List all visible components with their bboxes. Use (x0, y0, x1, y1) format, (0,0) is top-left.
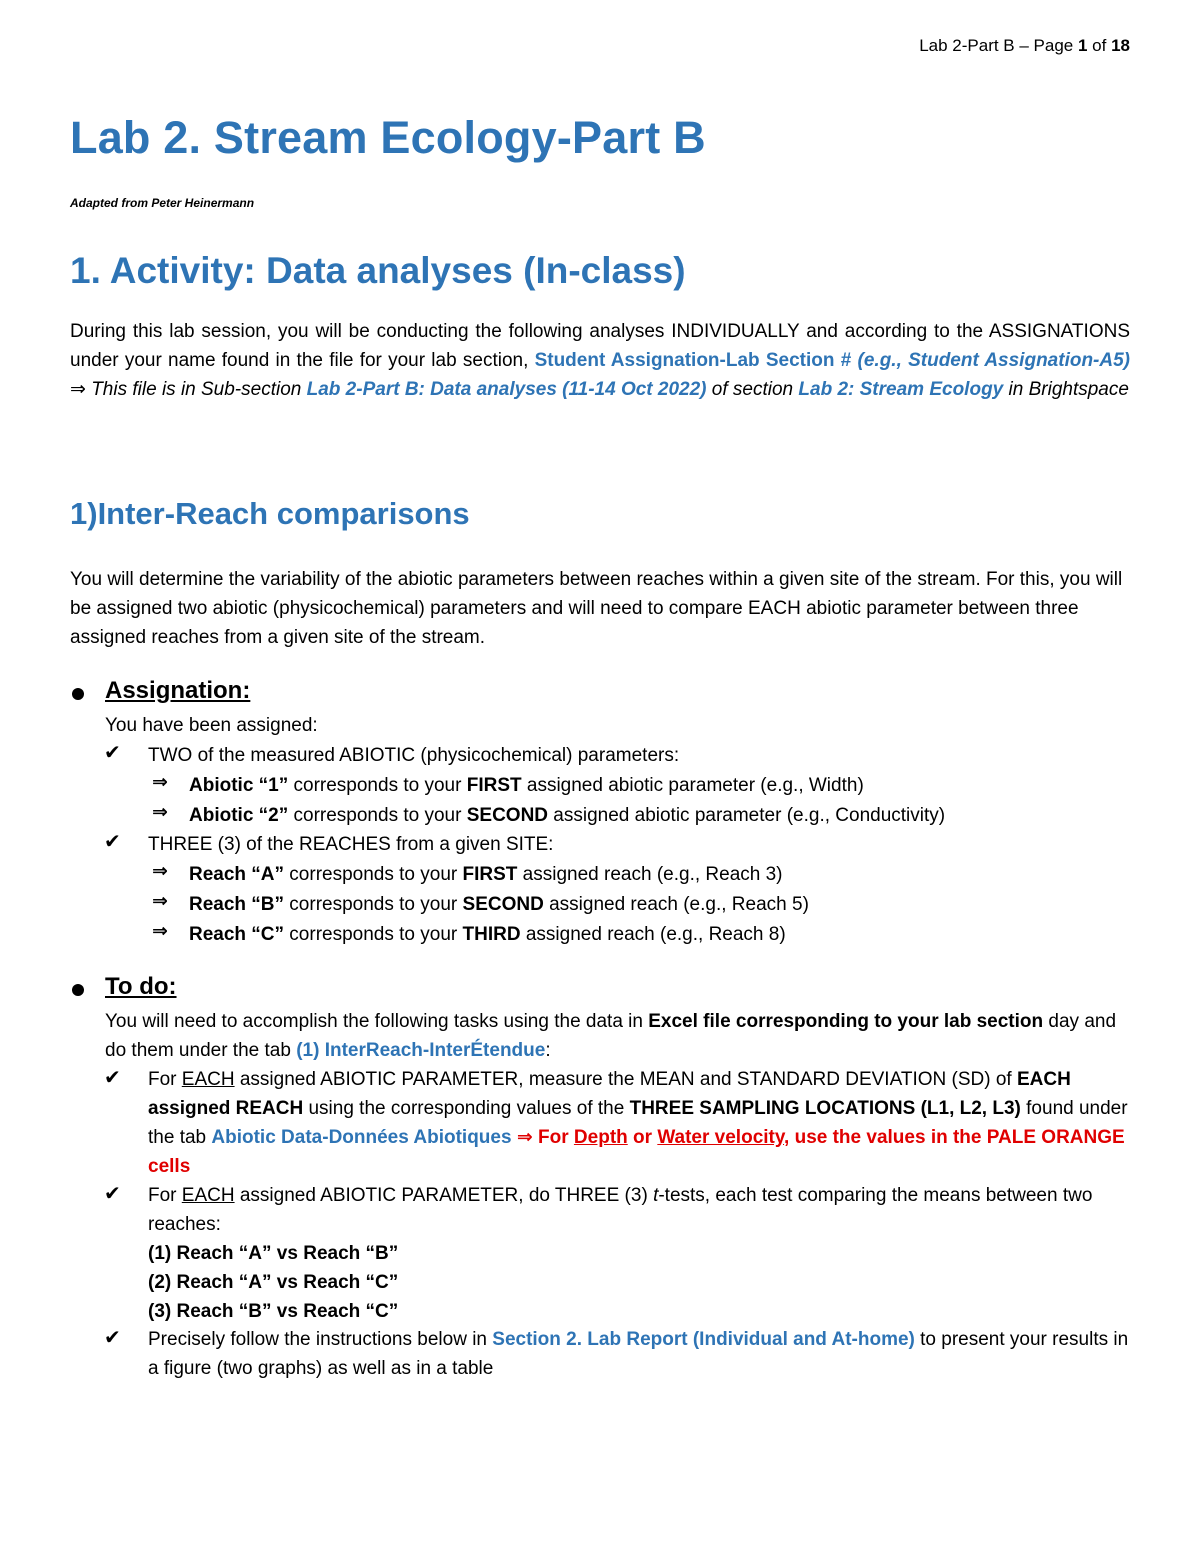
subsection-intro: You will determine the variability of the abiotic parameters between reaches within a given site of the stream. For this, you will be assigned two abiotic (physicochemical) parameters and will need to compare EACH abiotic parameter between three assigned reaches from a given site of the stream. (70, 569, 1123, 648)
arrow-icon: ⇒ (152, 802, 168, 823)
section-heading: 1. Activity: Data analyses (In-class) (70, 250, 686, 291)
ttest-item: (2) Reach “A” vs Reach “C” (148, 1272, 399, 1293)
attribution: Adapted from Peter Heinermann (70, 196, 255, 210)
todo-task-3: Precisely follow the instructions below in Section 2. Lab Report (Individual and At-home) to present your results in a figure (two graphs) as well as in a table (148, 1329, 1129, 1379)
arrow-icon: ⇒ (152, 921, 168, 942)
assignation-lead: You have been assigned: (105, 715, 318, 736)
checkmark-icon: ✔ (104, 742, 121, 764)
todo-heading: To do: (105, 973, 177, 1000)
todo-lead: You will need to accomplish the following tasks using the data in Excel file corresponding to your lab section day and do them under the tab (1) InterReach-InterÉtendue: (105, 1011, 1117, 1061)
document-title: Lab 2. Stream Ecology-Part B (70, 112, 706, 163)
arrow-icon: ⇒ (152, 861, 168, 882)
checkmark-icon: ✔ (104, 831, 121, 853)
reach-b-line: Reach “B” corresponds to your SECOND assigned reach (e.g., Reach 5) (189, 894, 809, 915)
section-intro: During this lab session, you will be conducting the following analyses INDIVIDUALLY and according to the ASSIGNATIONS under your name found in the file for your lab section, Student Assignation-Lab Section # (e.g., Student Assignation-A5) ⇒ This file is in Sub-section Lab 2-Part B: Data analyses (11-14 Oct 2022) of section Lab 2: Stream Ecology in Brightspace (70, 321, 1131, 400)
subsection-heading: 1)Inter-Reach comparisons (70, 496, 470, 531)
bullet-dot (72, 688, 84, 700)
reach-a-line: Reach “A” corresponds to your FIRST assigned reach (e.g., Reach 3) (189, 864, 783, 885)
bullet-dot (72, 984, 84, 996)
ttest-item: (1) Reach “A” vs Reach “B” (148, 1243, 399, 1264)
reach-c-line: Reach “C” corresponds to your THIRD assigned reach (e.g., Reach 8) (189, 924, 786, 945)
todo-task-2: For EACH assigned ABIOTIC PARAMETER, do THREE (3) t-tests, each test comparing the means between two reaches: (148, 1185, 1093, 1235)
todo-task-1: For EACH assigned ABIOTIC PARAMETER, measure the MEAN and STANDARD DEVIATION (SD) of EACH assigned REACH using the corresponding values of the THREE SAMPLING LOCATIONS (L1, L2, L3) found under the tab Abiotic Data-Données Abiotiques ⇒ For Depth or Water velocity, use the values in the PALE ORANGE cells (148, 1069, 1128, 1177)
checkmark-icon: ✔ (104, 1067, 121, 1089)
page-header: Lab 2-Part B – Page 1 of 18 (919, 36, 1130, 55)
abiotic-2-line: Abiotic “2” corresponds to your SECOND assigned abiotic parameter (e.g., Conductivity) (189, 805, 946, 826)
arrow-icon: ⇒ (152, 891, 168, 912)
assignation-heading: Assignation: (105, 677, 251, 704)
ttest-item: (3) Reach “B” vs Reach “C” (148, 1301, 399, 1322)
arrow-icon: ⇒ (152, 772, 168, 793)
checkmark-icon: ✔ (104, 1327, 121, 1349)
abiotic-1-line: Abiotic “1” corresponds to your FIRST assigned abiotic parameter (e.g., Width) (189, 775, 864, 796)
checkmark-icon: ✔ (104, 1183, 121, 1205)
assignation-check-2: THREE (3) of the REACHES from a given SITE: (148, 834, 554, 855)
assignation-check-1: TWO of the measured ABIOTIC (physicochemical) parameters: (148, 745, 680, 766)
